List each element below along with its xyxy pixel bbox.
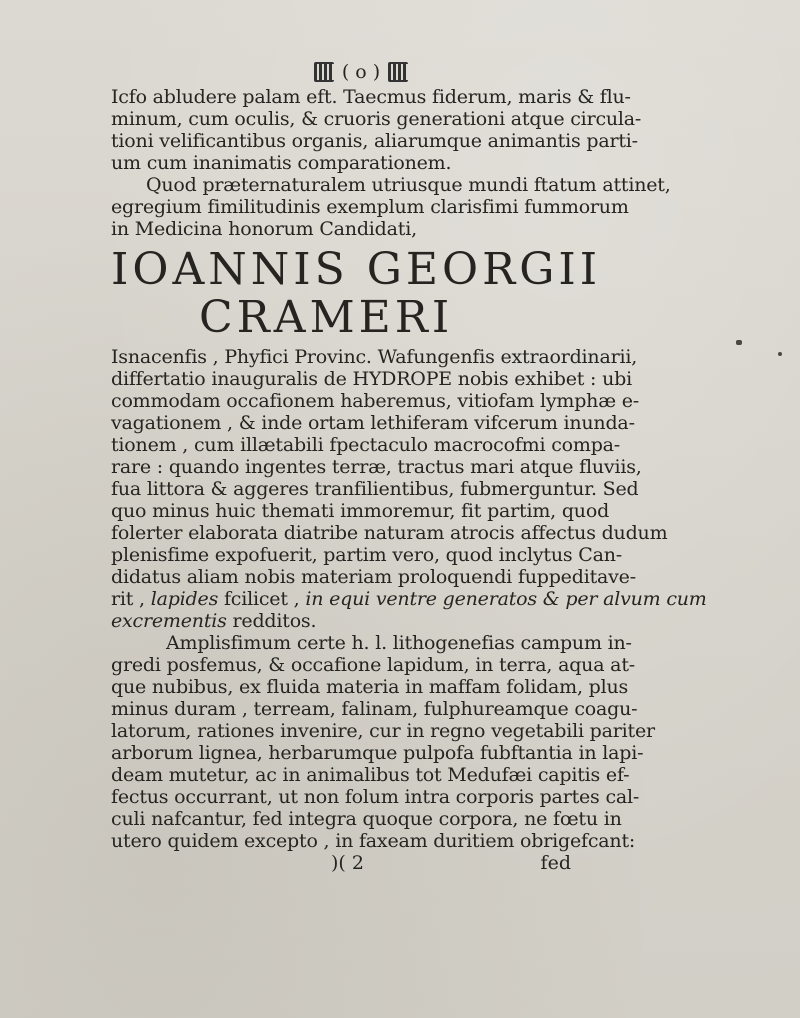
text-block (111, 58, 707, 874)
ornament-left-icon (314, 62, 334, 82)
text-line: tioni velificantibus organis, aliarumque animantis parti- (111, 130, 638, 152)
text-line: didatus aliam nobis materiam proloquendi fuppeditave- (111, 566, 636, 588)
text-run: fcilicet , (218, 588, 306, 610)
text-line: in Medicina honorum Candidati, (111, 218, 417, 240)
text-line: deam mutetur, ac in animalibus tot Medufæi capitis ef- (111, 764, 630, 786)
text-line: fectus occurrant, ut non folum intra corporis partes cal- (111, 786, 640, 808)
text-line: minum, cum oculis, & cruoris generationi atque circula- (111, 108, 642, 130)
text-line: folerter elaborata diatribe naturam atrocis affectus dudum (111, 522, 668, 544)
candidate-name-line1: IOANNIS GEORGII (111, 244, 602, 295)
page-footer (111, 852, 571, 874)
final-paragraph (111, 632, 655, 852)
italic-run: in equi ventre generatos & per alvum cum (305, 588, 707, 610)
body-paragraph (111, 346, 707, 632)
text-line: utero quidem excepto , in faxeam duritiem obrigefcant: (111, 830, 636, 852)
text-line-italic-mix (111, 610, 571, 632)
text-line: Quod præternaturalem utriusque mundi ftatum attinet, (146, 174, 671, 196)
candidate-name-line2: CRAMERI (199, 292, 454, 343)
text-line: Isnacenfis , Phyfici Provinc. Wafungenfis extraordinarii, (111, 346, 638, 368)
page-number: ( o ) (341, 61, 381, 83)
italic-run: excrementis (111, 610, 227, 632)
text-line: arborum lignea, herbarumque pulpofa fubftantia in lapi- (111, 742, 644, 764)
second-paragraph (111, 174, 671, 240)
catchword: fed (540, 852, 571, 874)
italic-run: lapides (150, 588, 219, 610)
text-line: vagationem , & inde ortam lethiferam vifcerum inunda- (111, 412, 635, 434)
text-line: commodam occafionem haberemus, vitiofam lymphæ e- (111, 390, 639, 412)
text-run: redditos. (226, 610, 317, 632)
page-header (151, 58, 571, 86)
signature-mark: )( 2 (331, 852, 364, 874)
text-line: Amplisfimum certe h. l. lithogenefias campum in- (166, 632, 632, 654)
intro-paragraph (111, 86, 642, 174)
text-line: minus duram , terream, falinam, fulphureamque coagu- (111, 698, 638, 720)
text-line: rare : quando ingentes terræ, tractus mari atque fluviis, (111, 456, 642, 478)
text-line-italic-mix (111, 588, 707, 610)
text-line: culi nafcantur, fed integra quoque corpora, ne fœtu in (111, 808, 622, 830)
text-line: gredi posfemus, & occafione lapidum, in terra, aqua at- (111, 654, 635, 676)
text-line: um cum inanimatis comparationem. (111, 152, 452, 174)
text-line: tionem , cum illætabili fpectaculo macrocofmi compa- (111, 434, 621, 456)
text-line: latorum, rationes invenire, cur in regno vegetabili pariter (111, 720, 655, 742)
ornament-right-icon (388, 62, 408, 82)
text-line: quo minus huic themati immoremur, fit partim, quod (111, 500, 610, 522)
ink-speck-icon (736, 340, 742, 345)
text-line: fua littora & aggeres tranfilientibus, fubmerguntur. Sed (111, 478, 639, 500)
text-line: plenisfime expofuerit, partim vero, quod inclytus Can- (111, 544, 623, 566)
text-run: rit , (111, 588, 151, 610)
ink-speck-icon (778, 352, 782, 356)
text-line: Icfo abludere palam eft. Taecmus fiderum, maris & flu- (111, 86, 631, 108)
text-line: que nubibus, ex fluida materia in maffam folidam, plus (111, 676, 629, 698)
text-line: differtatio inauguralis de HYDROPE nobis exhibet : ubi (111, 368, 632, 390)
text-line: egregium fimilitudinis exemplum clarisfimi fummorum (111, 196, 629, 218)
